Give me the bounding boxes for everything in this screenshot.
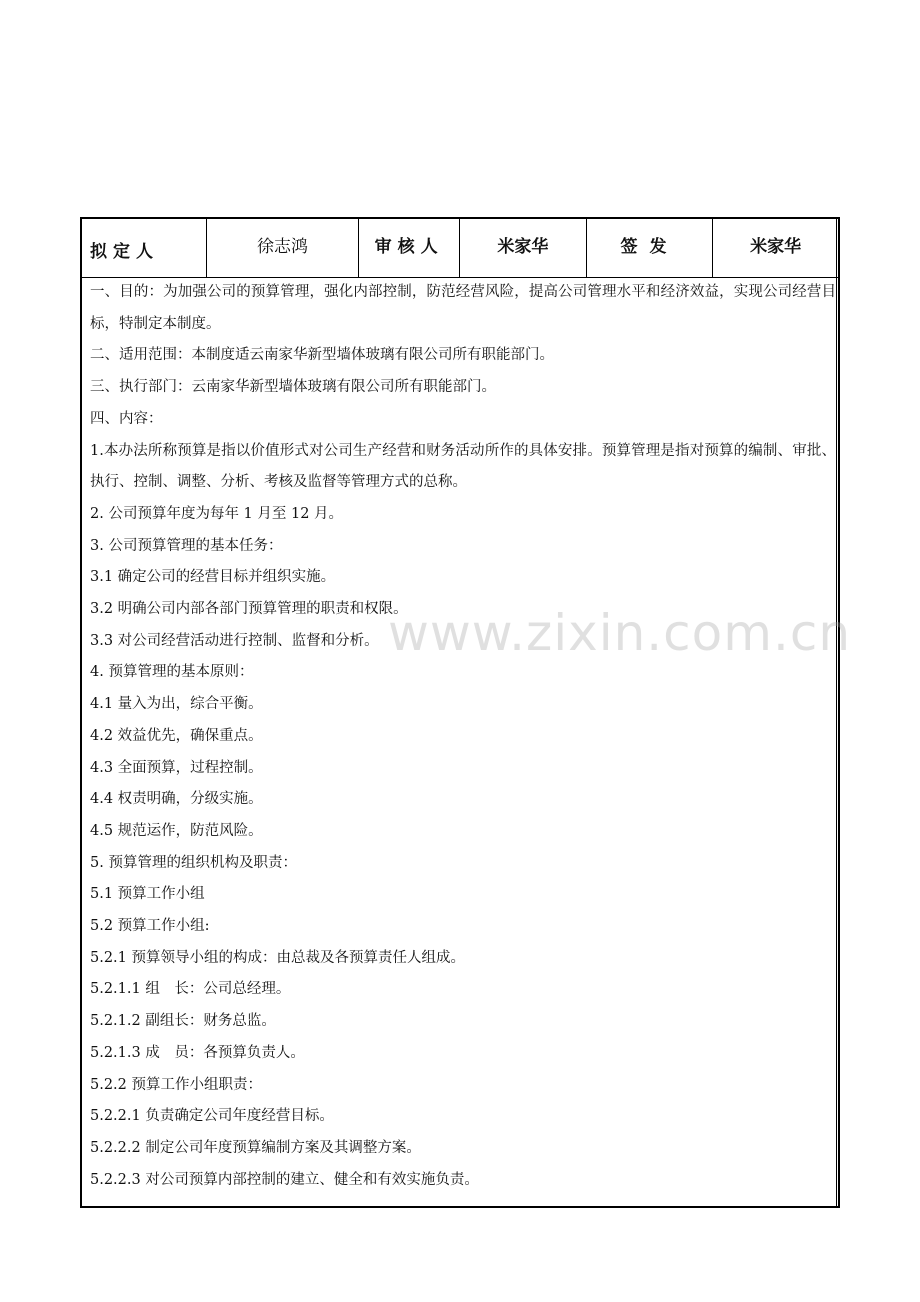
scope-paragraph: 二、适用范围：本制度适云南家华新型墙体玻璃有限公司所有职能部门。 — [90, 347, 554, 364]
clause-5-2-2-3: 5.2.2.3 对公司预算内部控制的建立、健全和有效实施负责。 — [90, 1171, 479, 1188]
clause-3-1: 3.1 确定公司的经营目标并组织实施。 — [90, 569, 336, 586]
clause-4-4: 4.4 权责明确，分级实施。 — [90, 791, 263, 808]
issuer-name: 米家华 — [750, 237, 802, 257]
clause-4-1: 4.1 量入为出，综合平衡。 — [90, 696, 263, 713]
clause-5-2-2: 5.2.2 预算工作小组职责： — [90, 1076, 263, 1093]
signature-header-row — [82, 219, 838, 278]
document-table — [80, 217, 840, 1208]
clause-5-1: 5.1 预算工作小组 — [90, 886, 205, 903]
clause-5: 5. 预算管理的组织机构及职责： — [90, 854, 297, 871]
clause-4-3: 4.3 全面预算，过程控制。 — [90, 759, 263, 776]
clause-4: 4. 预算管理的基本原则： — [90, 664, 254, 681]
reviewer-name: 米家华 — [460, 219, 587, 277]
site-watermark: www.zixin.com.cn — [388, 604, 852, 662]
clause-2: 2. 公司预算年度为每年 1 月至 12 月。 — [90, 505, 344, 522]
clause-5-2-2-2: 5.2.2.2 制定公司年度预算编制方案及其调整方案。 — [90, 1139, 421, 1156]
clause-3: 3. 公司预算管理的基本任务： — [90, 537, 283, 554]
content-heading: 四、内容： — [90, 410, 163, 427]
drafter-label: 拟定人 — [82, 219, 207, 277]
clause-5-2-2-1: 5.2.2.1 负责确定公司年度经营目标。 — [90, 1108, 334, 1125]
clause-4-2: 4.2 效益优先，确保重点。 — [90, 727, 263, 744]
purpose-paragraph: 一、目的：为加强公司的预算管理，强化内部控制，防范经营风险，提高公司管理水平和经济效益，实现公司经营目标，特制定本制度。 — [90, 284, 836, 332]
clause-5-2-1-1: 5.2.1.1 组 长：公司总经理。 — [90, 981, 291, 998]
clause-3-2: 3.2 明确公司内部各部门预算管理的职责和权限。 — [90, 601, 408, 618]
clause-4-5: 4.5 规范运作，防范风险。 — [90, 822, 263, 839]
clause-5-2-1: 5.2.1 预算领导小组的构成：由总裁及各预算责任人组成。 — [90, 949, 466, 966]
regulation-body — [90, 277, 836, 1196]
reviewer-label: 审核人 — [359, 219, 460, 277]
clause-3-3: 3.3 对公司经营活动进行控制、监督和分析。 — [90, 632, 379, 649]
clause-5-2: 5.2 预算工作小组: — [90, 918, 210, 935]
executing-dept-paragraph: 三、执行部门：云南家华新型墙体玻璃有限公司所有职能部门。 — [90, 379, 496, 396]
clause-5-2-1-2: 5.2.1.2 副组长：财务总监。 — [90, 1013, 276, 1030]
clause-5-2-1-3: 5.2.1.3 成 员：各预算负责人。 — [90, 1044, 305, 1061]
issuer-label: 签发 — [587, 219, 714, 277]
clause-1: 1.本办法所称预算是指以价值形式对公司生产经营和财务活动所作的具体安排。预算管理是指对预算的编制、审批、执行、控制、调整、分析、考核及监督等管理方式的总称。 — [90, 442, 836, 491]
drafter-name: 徐志鸿 — [207, 219, 360, 277]
